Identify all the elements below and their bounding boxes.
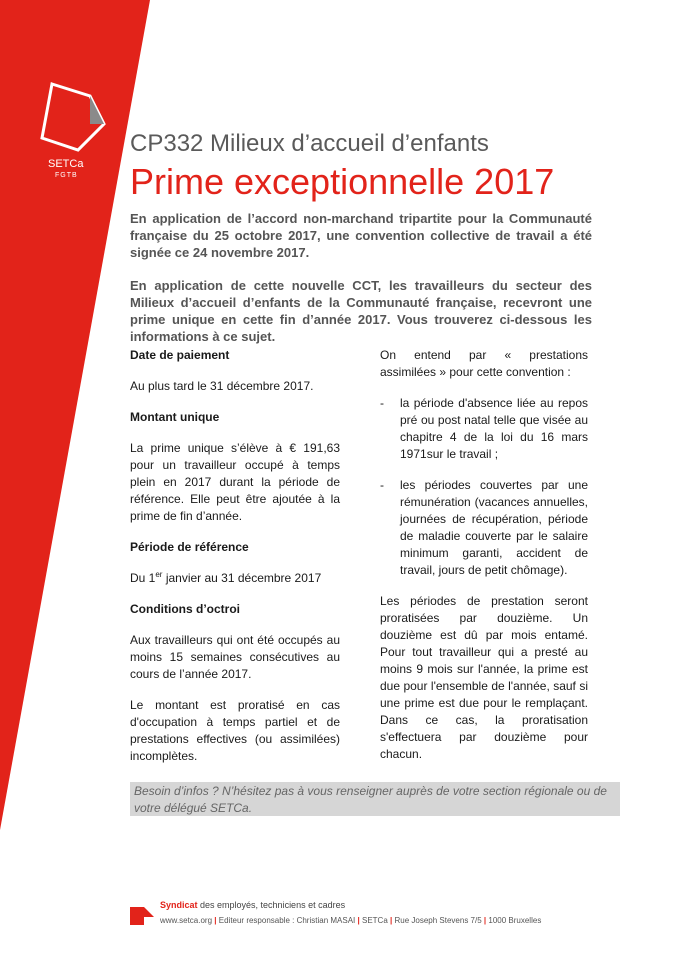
info-box: Besoin d’infos ? N’hésitez pas à vous renseigner auprès de votre section régionale ou de votre délégué SETCa. (130, 782, 620, 816)
intro-block (130, 210, 592, 361)
heading-conditions: Conditions d’octroi (130, 602, 240, 616)
conditions-text: Aux travailleurs qui ont été occupés au moins 15 semaines consécutives au cours de l’année 2017. (130, 633, 340, 681)
intro-paragraph: En application de l’accord non-marchand tripartite pour la Communauté française du 25 octobre 2017, une convention collective de travail a été signée ce 24 novembre 2017. (130, 211, 592, 260)
assimilated-intro: On entend par « prestations assimilées » pour cette convention : (380, 348, 588, 379)
document-title: Prime exceptionnelle 2017 (130, 161, 555, 202)
footer-tagline: Syndicat des employés, techniciens et cadres (160, 900, 346, 910)
twelfths-text: Les périodes de prestation seront proratisées par douzième. Un douzième est dû par mois entamé. Pour tout travailleur qui a presté au moins 9 mois sur l'année, la prime est due pour l'ensemble de l'année, sauf si une prime est due pour le remplaçant. Dans ce cas, la proratisation s'effectuera par douzième pour chacun. (380, 594, 588, 761)
amount-text: La prime unique s’élève à € 191,63 pour un travailleur occupé à temps plein en 2017 durant la période de référence. Elle peut être ajoutée à la prime de fin d’année. (130, 441, 340, 523)
assimilated-list (380, 395, 588, 579)
list-item: - les périodes couvertes par une rémunération (vacances annuelles, journées de récupération, période de maladie couverte par le salaire minimum garanti, accident de travail, jours de petit chômage). (380, 478, 588, 577)
heading-amount: Montant unique (130, 410, 220, 424)
footer-city: 1000 Bruxelles (488, 916, 542, 925)
heading-reference-period: Période de référence (130, 540, 249, 554)
payment-date-text: Au plus tard le 31 décembre 2017. (130, 379, 314, 393)
footer-website: www.setca.org (160, 916, 213, 925)
footer-logo-icon (130, 903, 154, 925)
document-subtitle: CP332 Milieux d’accueil d’enfants (130, 130, 489, 157)
intro-paragraph: En application de cette nouvelle CCT, les travailleurs du secteur des Milieux d’accueil d’enfants de la Communauté française, recevront une prime unique en cette fin d’année 2017. Vous trouverez ci-dessous les informations à ce sujet. (130, 278, 592, 344)
heading-payment-date: Date de paiement (130, 348, 230, 362)
footer-brand-word: Syndicat (160, 900, 198, 910)
footer-contact-line: www.setca.org | Editeur responsable : Christian MASAI | SETCa | Rue Joseph Stevens 7/5 | 1000 Bruxelles (160, 916, 542, 925)
logo-brand-name: SETCa (48, 158, 84, 170)
proration-text: Le montant est proratisé en cas d'occupation à temps partiel et de prestations effectives (ou assimilées) incomplètes. (130, 698, 340, 763)
left-column (130, 347, 340, 779)
logo-sub-name: FGTB (55, 172, 78, 179)
footer-org: SETCa (361, 916, 388, 925)
list-item: - la période d'absence liée au repos pré ou post natal telle que visée au chapitre 4 de la loi du 16 mars 1971sur le travail ; (380, 396, 588, 461)
right-column (380, 347, 588, 777)
document-header (130, 128, 670, 204)
footer-address: Rue Joseph Stevens 7/5 (394, 916, 482, 925)
footer-editor: Editeur responsable : Christian MASAI (218, 916, 356, 925)
reference-period-text: Du 1er janvier au 31 décembre 2017 (130, 570, 322, 585)
logo-text (48, 158, 108, 182)
